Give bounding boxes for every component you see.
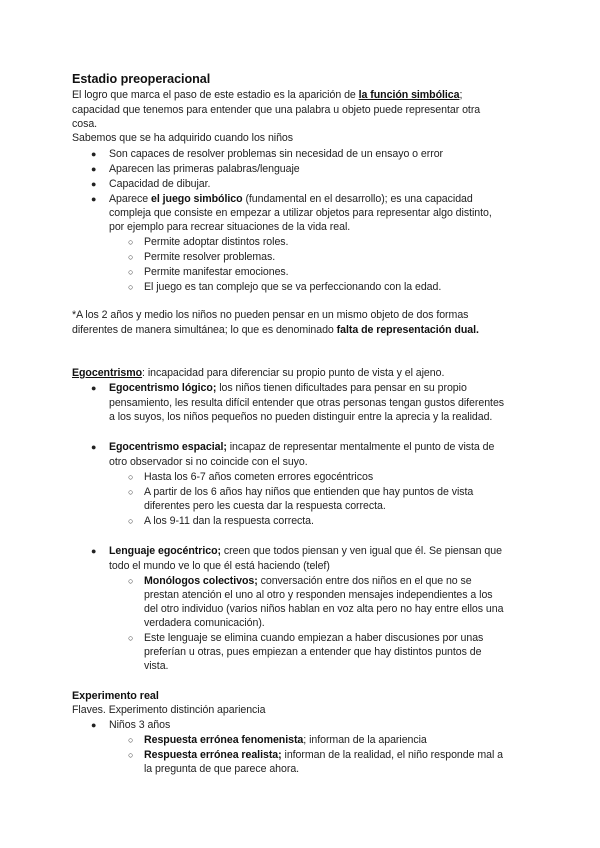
sub-list-item: Permite resolver problemas. <box>144 251 276 263</box>
list-item: Son capaces de resolver problemas sin necesidad de un ensayo o error <box>109 148 444 160</box>
sub-list-item: Permite manifestar emociones. <box>144 266 289 278</box>
list-item: Aparecen las primeras palabras/lenguaje <box>109 163 300 175</box>
list-item-continuation: pensamiento, les resulta difícil entender que otras personas tengan gustos diferentes <box>109 397 505 409</box>
list-item-continuation: otro observador si no coincide con el suyo. <box>109 456 308 468</box>
circle-bullet-icon: ○ <box>128 750 134 760</box>
egocentrismo-term: Egocentrismo <box>72 367 143 379</box>
list-item-continuation: por ejemplo para recrear situaciones de la vida real. <box>109 221 351 233</box>
sub-list-item-continuation: diferentes pero les cuesta dar la respuesta correcta. <box>144 500 386 512</box>
note-line-1: *A los 2 años y medio los niños no pueden pensar en un mismo objeto de dos formas <box>72 309 469 321</box>
sub-list-item: Este lenguaje se elimina cuando empiezan a haber discusiones por unas <box>144 632 484 644</box>
bullet-icon: ● <box>91 383 97 393</box>
sub-list-item-realista: Respuesta errónea realista; informan de la realidad, el niño responde mal a <box>144 749 504 761</box>
list-item-juego-simbolico: Aparece el juego simbólico (fundamental en el desarrollo); es una capacidad <box>109 193 473 205</box>
intro-line-1: El logro que marca el paso de este estadio es la aparición de la función simbólica; <box>72 89 463 101</box>
lead-line: Sabemos que se ha adquirido cuando los niños <box>72 132 294 144</box>
sub-list-item-continuation: del otro individuo (varios niños hablan en voz alta pero no hay entre ellos una <box>144 603 504 615</box>
bullet-icon: ● <box>91 720 97 730</box>
sub-list-item: El juego es tan complejo que se va perfeccionando con la edad. <box>144 281 442 293</box>
bullet-icon: ● <box>91 149 97 159</box>
circle-bullet-icon: ○ <box>128 282 134 292</box>
experiment-line: Flaves. Experimento distinción apariencia <box>72 704 266 716</box>
note-line-2: diferentes de manera simultánea; lo que es denominado falta de representación dual. <box>72 324 479 336</box>
circle-bullet-icon: ○ <box>128 487 134 497</box>
list-item: Niños 3 años <box>109 719 171 731</box>
intro-line-2: capacidad que tenemos para entender que una palabra u objeto puede representar otra <box>72 104 481 116</box>
sub-list-item-fenomenista: Respuesta errónea fenomenista; informan de la apariencia <box>144 734 427 746</box>
sub-list-item-monologos: Monólogos colectivos; conversación entre dos niños en el que no se <box>144 575 472 587</box>
bullet-icon: ● <box>91 546 97 556</box>
sub-list-item: A los 9-11 dan la respuesta correcta. <box>144 515 314 527</box>
list-item-egocentrismo-espacial: Egocentrismo espacial; incapaz de representar mentalmente el punto de vista de <box>109 441 495 453</box>
list-item-continuation: compleja que consiste en empezar a utilizar objetos para representar algo distinto, <box>109 207 492 219</box>
bullet-icon: ● <box>91 194 97 204</box>
sub-list-item-continuation: vista. <box>144 660 169 672</box>
circle-bullet-icon: ○ <box>128 252 134 262</box>
sub-list-item: Permite adoptar distintos roles. <box>144 236 289 248</box>
list-item-continuation: todo el mundo ve lo que él está haciendo (telef) <box>109 560 330 572</box>
circle-bullet-icon: ○ <box>128 576 134 586</box>
sub-list-item-continuation: la pregunta de que parece ahora. <box>144 763 300 775</box>
sub-list-item: Hasta los 6-7 años cometen errores egocéntricos <box>144 471 374 483</box>
bullet-icon: ● <box>91 442 97 452</box>
egocentrismo-definition: Egocentrismo: incapacidad para diferenciar su propio punto de vista y el ajeno. <box>72 367 445 379</box>
section-title-experimento: Experimento real <box>72 690 159 702</box>
sub-list-item-continuation: verdadera comunicación). <box>144 617 265 629</box>
list-item-egocentrismo-logico: Egocentrismo lógico; los niños tienen dificultades para pensar en su propio <box>109 382 467 394</box>
bullet-icon: ● <box>91 179 97 189</box>
sub-list-item-continuation: preferían u otras, pues empiezan a entender que hay distintos puntos de <box>144 646 482 658</box>
funcion-simbolica-term: la función simbólica <box>358 89 460 101</box>
section-title-preoperacional: Estadio preoperacional <box>72 72 211 86</box>
circle-bullet-icon: ○ <box>128 516 134 526</box>
circle-bullet-icon: ○ <box>128 735 134 745</box>
intro-line-3: cosa. <box>72 118 98 130</box>
circle-bullet-icon: ○ <box>128 472 134 482</box>
circle-bullet-icon: ○ <box>128 267 134 277</box>
bullet-icon: ● <box>91 164 97 174</box>
list-item-continuation: a los suyos, los niños pequeños no pueden distinguir entre la aprecia y la realidad. <box>109 411 493 423</box>
circle-bullet-icon: ○ <box>128 237 134 247</box>
falta-representacion-dual-term: falta de representación dual. <box>336 324 479 336</box>
list-item: Capacidad de dibujar. <box>109 178 211 190</box>
circle-bullet-icon: ○ <box>128 633 134 643</box>
list-item-lenguaje-egocentrico: Lenguaje egocéntrico; creen que todos piensan y ven igual que él. Se piensan que <box>109 545 502 557</box>
sub-list-item: A partir de los 6 años hay niños que entienden que hay puntos de vista <box>144 486 474 498</box>
sub-list-item-continuation: prestan atención el uno al otro y responden mensajes independientes a los <box>144 589 493 601</box>
